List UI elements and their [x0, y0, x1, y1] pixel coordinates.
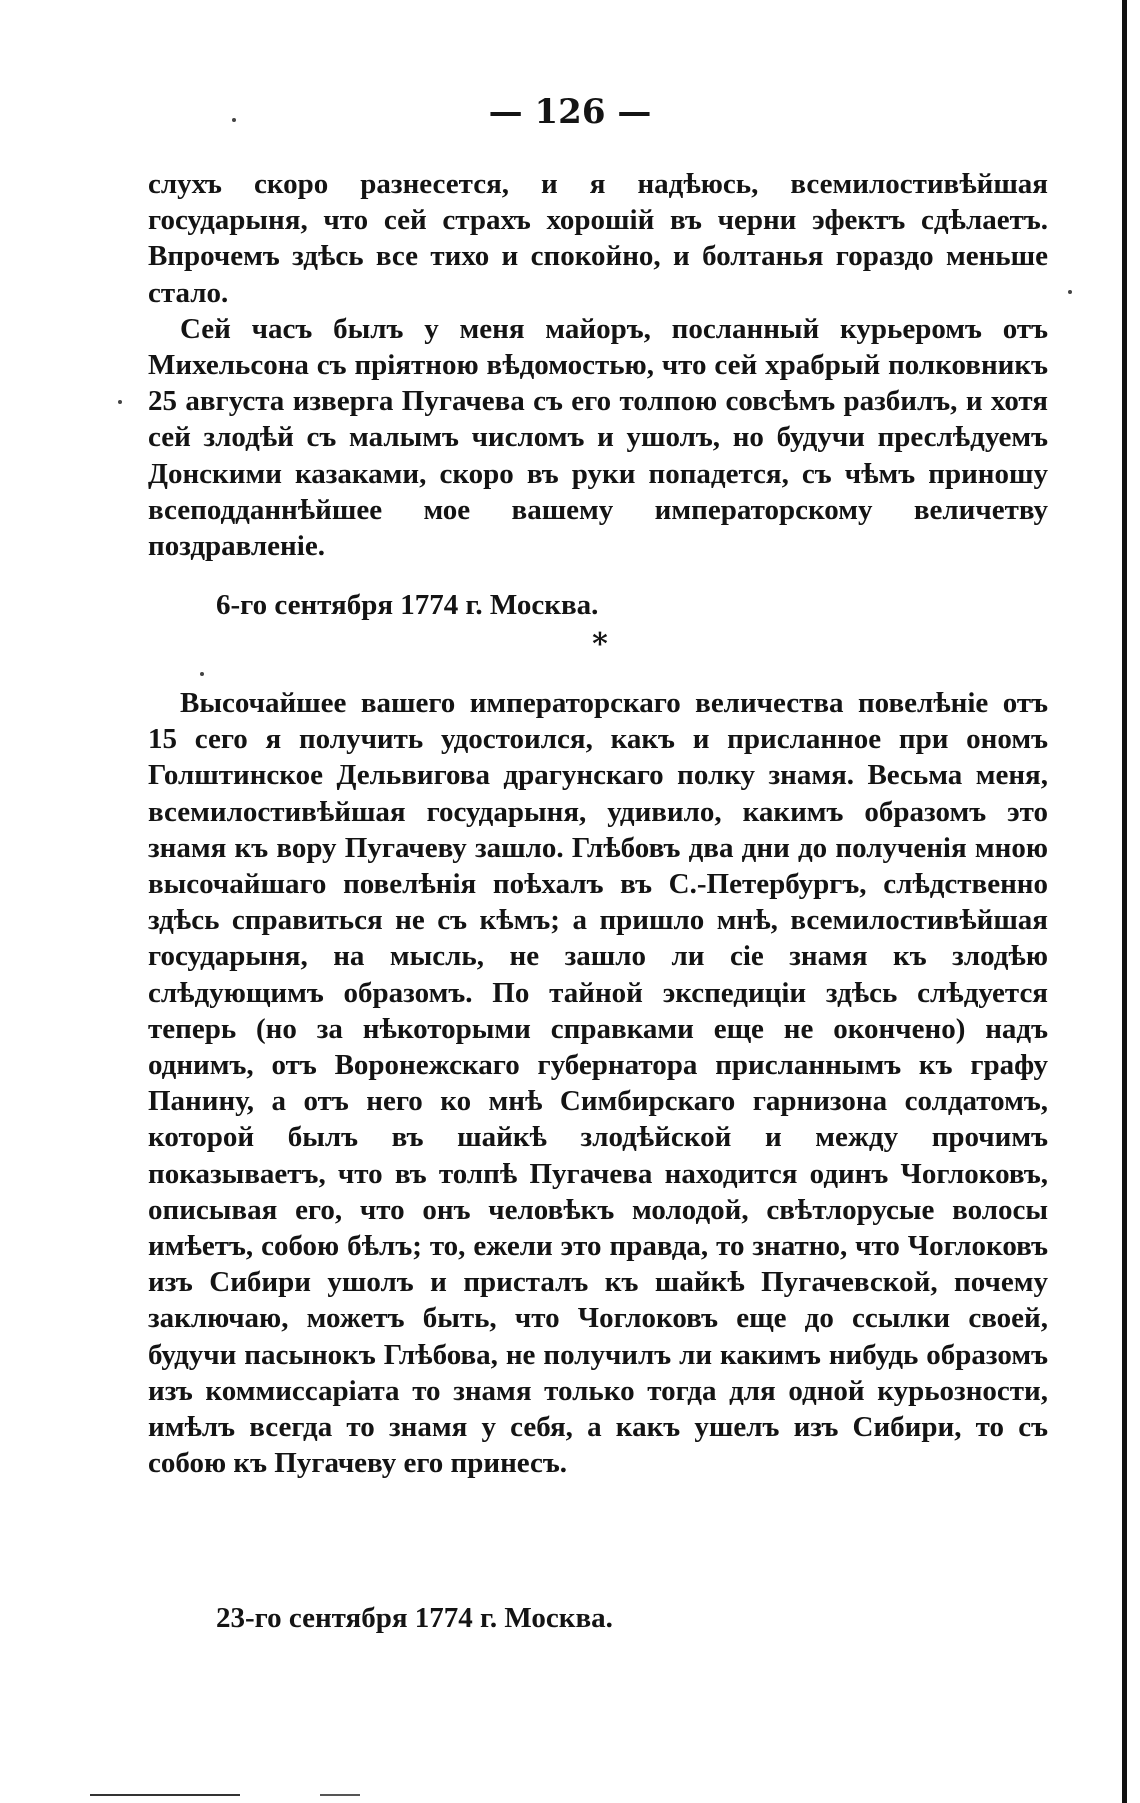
page-edge-rule [1122, 0, 1127, 1803]
page-number: — 126 — [488, 92, 652, 132]
bottom-rule-short [320, 1794, 360, 1796]
bottom-rule [90, 1794, 240, 1796]
print-speck [1068, 290, 1072, 294]
print-speck [118, 400, 122, 404]
date-line-1: 6-го сентября 1774 г. Москва. [216, 589, 599, 621]
section-separator: * [592, 627, 608, 662]
paragraph-2: Сей часъ былъ у меня майоръ, посланный курьеромъ отъ Михельсона съ пріятною вѣдомостью, что сей храбрый полковникъ 25 августа изверга Пугачева съ его толпою совсѣмъ разбилъ, и хотя сей злодѣй съ малымъ числомъ и ушолъ, но будучи преслѣдуемъ Донскими казаками, скоро въ руки попадется, съ чѣмъ приношу всеподданнѣйшее мое вашему императорскому величетву поздравленіе. [148, 312, 1048, 563]
paragraph-3: Высочайшее вашего императорскаго величества повелѣніе отъ 15 сего я получить удостоился, какъ и присланное при ономъ Голштинское Дельвигова драгунскаго полку знамя. Весьма меня, всемилостивѣйшая государыня, удивило, какимъ образомъ это знамя къ вору Пугачеву зашло. Глѣбовъ два дни до полученія мною высочайшаго повелѣнія поѣхалъ въ С.-Петербургъ, слѣдственно здѣсь справиться не съ кѣмъ; а пришло мнѣ, всемилостивѣйшая государыня, на мысль, не зашло ли сіе знамя къ злодѣю слѣдующимъ образомъ. По тайной экспедиціи здѣсь слѣдуется теперь (но за нѣкоторыми справками еще не окончено) надъ однимъ, отъ Воронежскаго губернатора присланнымъ къ графу Панину, а отъ него ко мнѣ Симбирскаго гарнизона солдатомъ, которой былъ въ шайкѣ злодѣйской и между прочимъ показываетъ, что въ толпѣ Пугачева находится одинъ Чоглоковъ, описывая его, что онъ человѣкъ молодой, свѣтлорусые волосы имѣетъ, собою бѣлъ; то, ежели это правда, то знатно, что Чоглоковъ изъ Сибири ушолъ и присталъ къ шайкѣ Пугачевской, почему заключаю, можетъ быть, что Чоглоковъ еще до ссылки своей, будучи пасынокъ Глѣбова, не получилъ ли какимъ нибудь образомъ изъ коммиссаріата то знамя только тогда для одной курьозности, имѣлъ всегда то знамя у себя, а какъ ушелъ изъ Сибири, то съ собою къ Пугачеву его принесъ. [148, 687, 1048, 1480]
paragraph-1: слухъ скоро разнесется, и я надѣюсь, всемилостивѣйшая государыня, что сей страхъ хорошій въ черни эфектъ сдѣлаетъ. Впрочемъ здѣсь все тихо и спокойно, и болтанья гораздо меньше стало. [148, 168, 1048, 309]
letter-section-1 [148, 166, 1048, 564]
print-speck [200, 672, 204, 676]
date-line-2: 23-го сентября 1774 г. Москва. [216, 1602, 613, 1634]
letter-section-2 [148, 685, 1048, 1481]
